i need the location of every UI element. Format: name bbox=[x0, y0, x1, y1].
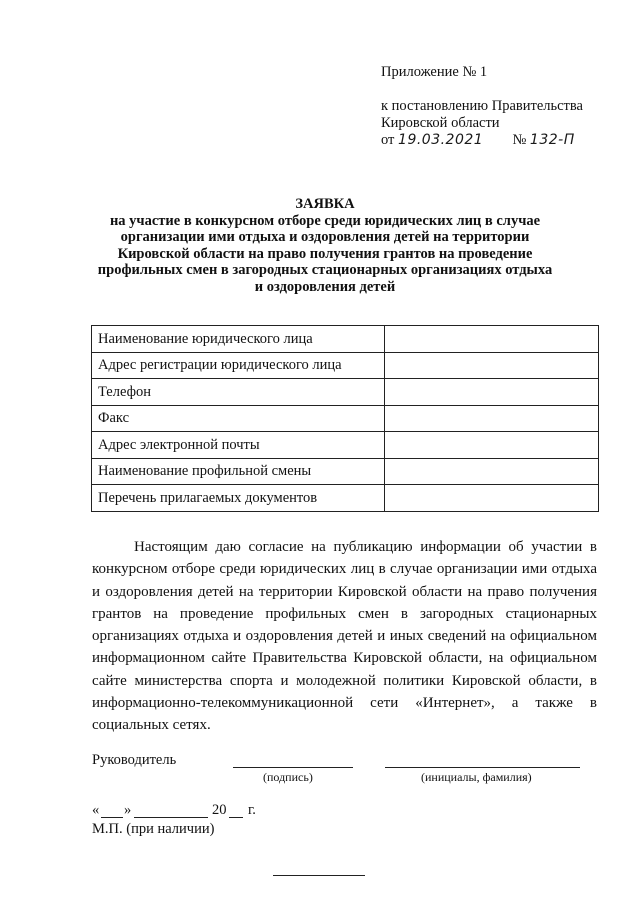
handwritten-number: 132-П bbox=[529, 132, 575, 148]
table-row bbox=[92, 405, 599, 432]
row-value[interactable] bbox=[385, 485, 599, 512]
application-form-table bbox=[91, 325, 599, 512]
month-blank[interactable] bbox=[134, 817, 208, 818]
from-label: от bbox=[381, 132, 395, 148]
number-label: № bbox=[512, 132, 527, 148]
closing-divider bbox=[273, 875, 365, 876]
year-prefix: 20 bbox=[212, 802, 227, 818]
title-line: Кировской области на право получения грантов на проведение bbox=[117, 245, 533, 262]
year-blank[interactable] bbox=[229, 817, 243, 818]
row-value[interactable] bbox=[385, 352, 599, 379]
table-row bbox=[92, 326, 599, 353]
table-row bbox=[92, 379, 599, 406]
table-row bbox=[92, 458, 599, 485]
stamp-note: М.П. (при наличии) bbox=[92, 821, 215, 837]
signature-line[interactable] bbox=[233, 767, 353, 768]
row-value[interactable] bbox=[385, 326, 599, 353]
row-label: Адрес электронной почты bbox=[92, 432, 385, 459]
row-label: Наименование юридического лица bbox=[92, 326, 385, 353]
row-value[interactable] bbox=[385, 458, 599, 485]
consent-text: Настоящим даю согласие на публикацию информации об участии в конкурсном отборе среди юридических лиц в случае организации ими отдыха и оздоровления детей на территории Кировской области на право получения грантов на проведение профильных смен в загородных стационарных организациях отдыха и оздоровления детей и иных сведений на официальном информационном сайте Правительства Кировской области, на официальном сайте министерства спорта и молодежной политики Кировской области, в информационно-телекоммуникационной сети «Интернет», а также в социальных сетях. bbox=[92, 539, 597, 734]
date-open-quote: « bbox=[92, 802, 100, 818]
title-main: ЗАЯВКА bbox=[295, 196, 355, 212]
name-line[interactable] bbox=[385, 767, 580, 768]
resolution-label: к постановлению Правительства bbox=[381, 98, 583, 114]
appendix-label: Приложение № 1 bbox=[381, 64, 488, 80]
title-line: на участие в конкурсном отборе среди юридических лиц в случае bbox=[109, 212, 541, 229]
year-suffix: г. bbox=[248, 802, 256, 818]
row-label: Перечень прилагаемых документов bbox=[92, 485, 385, 512]
day-blank[interactable] bbox=[101, 817, 123, 818]
row-label: Адрес регистрации юридического лица bbox=[92, 352, 385, 379]
title-line: и оздоровления детей bbox=[254, 278, 396, 295]
name-caption: (инициалы, фамилия) bbox=[421, 770, 532, 784]
table-row bbox=[92, 485, 599, 512]
resolution-date-line bbox=[381, 132, 621, 149]
row-label: Факс bbox=[92, 405, 385, 432]
document-title bbox=[70, 196, 580, 296]
row-value[interactable] bbox=[385, 379, 599, 406]
table-row bbox=[92, 432, 599, 459]
title-line: профильных смен в загородных стационарных организациях отдыха bbox=[97, 262, 553, 279]
row-label: Наименование профильной смены bbox=[92, 458, 385, 485]
handwritten-date: 19.03.2021 bbox=[398, 132, 484, 148]
signature-role: Руководитель bbox=[92, 752, 177, 768]
table-row bbox=[92, 352, 599, 379]
date-fill-line bbox=[92, 802, 292, 822]
signature-caption: (подпись) bbox=[263, 770, 313, 784]
region-label: Кировской области bbox=[381, 115, 500, 131]
title-line: организации ими отдыха и оздоровления детей на территории bbox=[120, 229, 530, 246]
date-close-quote: » bbox=[124, 802, 132, 818]
row-value[interactable] bbox=[385, 432, 599, 459]
row-value[interactable] bbox=[385, 405, 599, 432]
row-label: Телефон bbox=[92, 379, 385, 406]
consent-paragraph bbox=[92, 536, 597, 737]
